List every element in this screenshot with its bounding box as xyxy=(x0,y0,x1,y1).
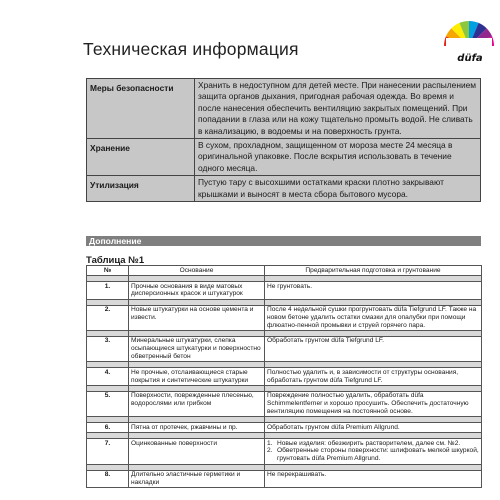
table-row xyxy=(87,470,482,488)
safety-text: Хранить в недоступном для детей месте. При нанесении распылением защита органов дыхания, пригодная рабочая одежда. Во время и после нанесения обеспечить вентиляцию закрытых помещений. При попадании в глаза или на кожу тщательно промыть водой. Не сливать в канализацию, в водоемы и на поверхность грунта. xyxy=(195,79,481,139)
row-number: 1. xyxy=(87,282,129,300)
table-row xyxy=(87,368,482,386)
preparation-cell: Повреждение полностью удалить, обработать düfa Schimmelentferner и хорошо просушить. Обеспечить достаточную вентиляцию помещения на постоянной основе. xyxy=(265,391,482,416)
base-cell: Пятна от протечек, ржавчины и пр. xyxy=(129,423,265,433)
base-cell: Поверхности, поврежденные плесенью, водорослями или грибком xyxy=(129,391,265,416)
safety-label: Меры безопасности xyxy=(87,79,195,139)
preparation-cell: Обработать грунтом düfa Tiefgrund LF. xyxy=(265,336,482,361)
table-title: Таблица №1 xyxy=(86,255,145,266)
column-header: Основание xyxy=(129,266,265,276)
base-cell: Оцинкованные поверхности xyxy=(129,439,265,464)
preparation-cell: Не перекрашивать. xyxy=(265,470,482,488)
list-marker: 1. xyxy=(267,439,273,447)
table-row xyxy=(87,391,482,416)
table-row xyxy=(87,305,482,330)
base-cell: Минеральные штукатурки, слепка осыпающиеся штукатурки и поверхностно обветренный бетон xyxy=(129,336,265,361)
row-number: 3. xyxy=(87,336,129,361)
page-title: Техническая информация xyxy=(83,39,299,59)
base-cell: Новые штукатурки на основе цемента и извести. xyxy=(129,305,265,330)
preparation-cell xyxy=(265,439,482,464)
row-number: 6. xyxy=(87,423,129,433)
table-row xyxy=(87,423,482,433)
preparation-cell: После 4 недельной сушки прогрунтовать düfa Tiefgrund LF. Также на новом бетоне удалить остатки смазки для опалубки при помощи флюатно-пенной промывки и струей горячего пара. xyxy=(265,305,482,330)
preparation-cell: Полностью удалить и, в зависимости от структуры основания, обработать грунтом düfa Tiefgrund LF. xyxy=(265,368,482,386)
list-item-text: Новые изделия: обезжирить растворителем, далее см. №2. xyxy=(277,439,461,447)
column-header: Предварительная подготовка и грунтование xyxy=(265,266,482,276)
brand-logo-text: düfa xyxy=(457,53,483,64)
preparation-list-item xyxy=(267,447,479,463)
preparation-cell: Обработать грунтом düfa Premium Allgrund. xyxy=(265,423,482,433)
section-header: Дополнение xyxy=(86,236,481,246)
base-cell: Не прочные, отслаивающиеся старые покрытия и синтетические штукатурки xyxy=(129,368,265,386)
list-marker: 2. xyxy=(267,447,273,455)
column-header: № xyxy=(87,266,129,276)
storage-label: Хранение xyxy=(87,139,195,176)
base-cell: Прочные основания в виде матовых дисперсионных красок и штукатурок xyxy=(129,282,265,300)
row-number: 4. xyxy=(87,368,129,386)
table-row xyxy=(87,282,482,300)
table-row xyxy=(87,336,482,361)
info-table xyxy=(86,78,481,202)
disposal-text: Пустую тару с высохшими остатками краски плотно закрывают крышками и выносят в места сбора бытового мусора. xyxy=(195,176,481,202)
row-number: 5. xyxy=(87,391,129,416)
table-row xyxy=(87,439,482,464)
base-cell: Длительно эластичные герметики и накладки xyxy=(129,470,265,488)
row-number: 8. xyxy=(87,470,129,488)
preparation-cell: Не грунтовать. xyxy=(265,282,482,300)
disposal-label: Утилизация xyxy=(87,176,195,202)
row-number: 2. xyxy=(87,305,129,330)
list-item-text: Обветренные стороны поверхности: шлифовать мелкой шкуркой, грунтовать düfa Premium Allgrund. xyxy=(277,447,479,463)
row-number: 7. xyxy=(87,439,129,464)
storage-text: В сухом, прохладном, защищенном от мороза месте 24 месяца в оригинальной упаковке. После вскрытия использовать в течение одного месяца. xyxy=(195,139,481,176)
preparation-table xyxy=(86,265,482,488)
